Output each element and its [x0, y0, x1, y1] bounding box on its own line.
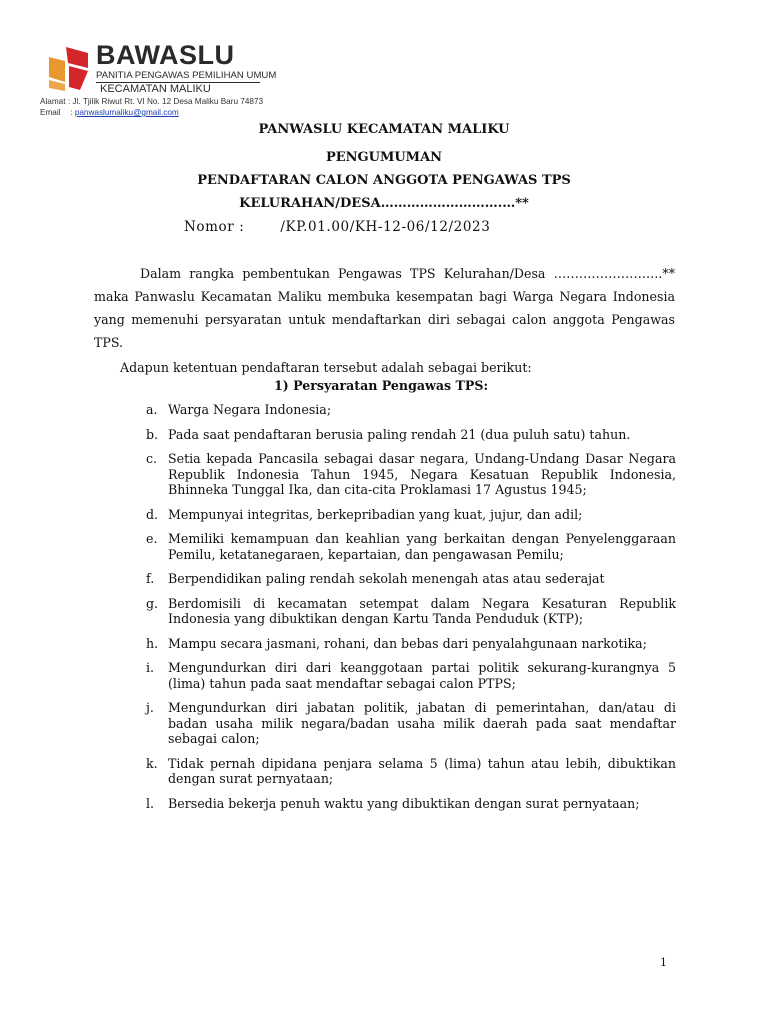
list-marker: d.: [146, 506, 159, 522]
bawaslu-logo-icon: [44, 44, 94, 94]
list-item-text: Bersedia bekerja penuh waktu yang dibuktikan dengan surat pernyataan;: [168, 795, 640, 811]
list-item-text: Mengundurkan diri dari keanggotaan partai politik sekurang-kurangnya 5 (lima) tahun pada saat mendaftar sebagai calon PTPS;: [168, 660, 676, 691]
list-item-text: Mengundurkan diri jabatan politik, jabatan di pemerintahan, dan/atau di badan usaha milik negara/badan usaha milik daerah pada saat mendaftar sebagai calon;: [168, 700, 676, 746]
list-item: [146, 531, 676, 562]
list-item: [146, 700, 676, 747]
list-marker: g.: [146, 595, 159, 611]
document-number: [184, 219, 490, 235]
list-item: [146, 596, 676, 627]
list-item: [146, 427, 676, 443]
address-line: [40, 96, 263, 107]
list-item-text: Mampu secara jasmani, rohani, dan bebas dari penyalahgunaan narkotika;: [168, 635, 647, 651]
list-item: [146, 636, 676, 652]
email-label: Email: [40, 108, 61, 117]
list-item: [146, 756, 676, 787]
intro-paragraph: Dalam rangka pembentukan Pengawas TPS Kelurahan/Desa ……………………..** maka Panwaslu Kecamatan Maliku membuka kesempatan bagi Warga Negara Indonesia yang memenuhi persyaratan untuk mendaftarkan diri sebagai calon anggota Pengawas TPS.: [94, 266, 675, 350]
list-item: [146, 796, 676, 812]
list-marker: e.: [146, 531, 158, 546]
address-value: : Jl. Tjilik Riwut Rt. VI No. 12 Desa Maliku Baru 74873: [68, 97, 264, 106]
list-item-text: Pada saat pendaftaran berusia paling rendah 21 (dua puluh satu) tahun.: [168, 426, 631, 442]
list-item: [146, 571, 676, 587]
list-marker: a.: [146, 402, 158, 417]
list-item: [146, 507, 676, 523]
nomor-value: /KP.01.00/KH-12-06/12/2023: [280, 219, 491, 235]
list-item-text: Memiliki kemampuan dan keahlian yang berkaitan dengan Penyelenggaraan Pemilu, ketatanegaraen, kepartaian, dan pengawasan Pemilu;: [168, 531, 676, 562]
list-item-text: Berpendidikan paling rendah sekolah menengah atas atau sederajat: [168, 571, 605, 586]
list-marker: j.: [146, 700, 154, 715]
village-line: KELURAHAN/DESA……………………….…**: [239, 196, 529, 211]
brand-district: KECAMATAN MALIKU: [100, 83, 211, 95]
list-marker: c.: [146, 451, 158, 466]
brand-subtitle: PANITIA PENGAWAS PEMILIHAN UMUM: [96, 70, 277, 81]
requirements-list: [146, 402, 676, 820]
org-heading: PANWASLU KECAMATAN MALIKU: [258, 122, 510, 137]
address-label: Alamat: [40, 97, 66, 106]
provisions-paragraph: Adapun ketentuan pendaftaran tersebut adalah sebagai berikut:: [120, 360, 532, 375]
list-marker: f.: [146, 571, 155, 586]
list-item-text: Warga Negara Indonesia;: [168, 402, 332, 417]
list-item: [146, 402, 676, 418]
document-title: PENGUMUMAN: [325, 150, 443, 165]
contact-info: [40, 96, 263, 118]
list-item-text: Mempunyai integritas, berkepribadian yang kuat, jujur, dan adil;: [168, 506, 583, 522]
list-item-text: Setia kepada Pancasila sebagai dasar negara, Undang-Undang Dasar Negara Republik Indonesia Tahun 1945, Negara Kesatuan Republik Indonesia, Bhinneka Tunggal Ika, dan cita-cita Proklamasi 17 Agustus 1945;: [168, 451, 676, 497]
list-marker: i.: [146, 660, 155, 675]
list-item-text: Tidak pernah dipidana penjara selama 5 (lima) tahun atau lebih, dibuktikan dengan surat pernyataan;: [168, 755, 676, 786]
document-subtitle: PENDAFTARAN CALON ANGGOTA PENGAWAS TPS: [197, 173, 571, 188]
email-line: [40, 107, 263, 118]
list-marker: h.: [146, 635, 159, 651]
list-item: [146, 660, 676, 691]
list-item: [146, 451, 676, 498]
list-marker: k.: [146, 755, 158, 771]
page-number: 1: [660, 956, 667, 969]
list-item-text: Berdomisili di kecamatan setempat dalam Negara Kesaturan Republik Indonesia yang dibuktikan dengan Kartu Tanda Penduduk (KTP);: [168, 595, 676, 626]
email-separator: :: [68, 108, 75, 117]
email-link[interactable]: panwaslumaliku@gmail.com: [74, 108, 179, 117]
list-marker: l.: [146, 795, 155, 811]
list-marker: b.: [146, 426, 159, 442]
nomor-label: Nomor :: [184, 219, 245, 235]
section-heading: 1) Persyaratan Pengawas TPS:: [274, 378, 489, 393]
brand-name: BAWASLU: [96, 40, 235, 70]
